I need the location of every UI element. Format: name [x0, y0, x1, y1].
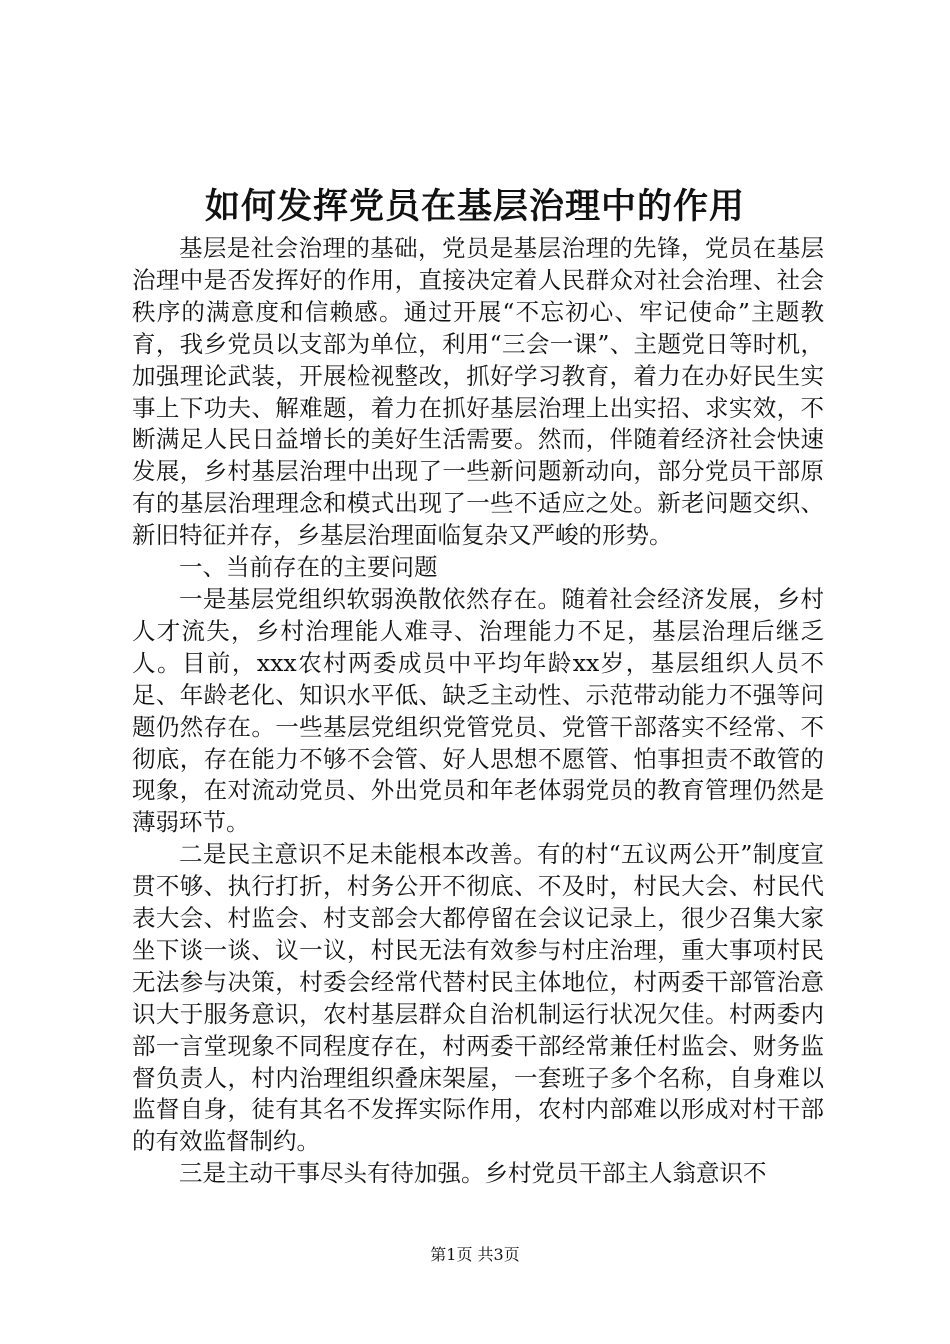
page-number-footer: 第1页 共3页 — [430, 1245, 520, 1264]
paragraph-problem-2: 二是民主意识不足未能根本改善。有的村“五议两公开”制度宣贯不够、执行打折，村务公开不彻底、不及时，村民大会、村民代表大会、村监会、村支部会大都停留在会议记录上，很少召集大家坐下谈一谈、议一议，村民无法有效参与村庄治理，重大事项村民无法参与决策，村委会经常代替村民主体地位，村两委干部管治意识大于服务意识，农村基层群众自治机制运行状况欠佳。村两委内部一言堂现象不同程度存在，村两委干部经常兼任村监会、财务监督负责人，村内治理组织叠床架屋，一套班子多个名称，自身难以监督自身，徒有其名不发挥实际作用，农村内部难以形成对村干部的有效监督制约。 — [132, 840, 824, 1156]
paragraph-problem-1: 一是基层党组织软弱涣散依然存在。随着社会经济发展，乡村人才流失，乡村治理能人难寻、治理能力不足，基层治理后继乏人。目前，xxx农村两委成员中平均年龄xx岁，基层组织人员不足、年龄老化、知识水平低、缺乏主动性、示范带动能力不强等问题仍然存在。一些基层党组织党管党员、党管干部落实不经常、不彻底，存在能力不够不会管、好人思想不愿管、怕事担责不敢管的现象，在对流动党员、外出党员和年老体弱党员的教育管理仍然是薄弱环节。 — [132, 584, 824, 837]
paragraph-problem-3: 三是主动干事尽头有待加强。乡村党员干部主人翁意识不 — [179, 1159, 767, 1188]
document-title: 如何发挥党员在基层治理中的作用 — [204, 186, 745, 227]
paragraph-intro: 基层是社会治理的基础，党员是基层治理的先锋，党员在基层治理中是否发挥好的作用，直接决定着人民群众对社会治理、社会秩序的满意度和信赖感。通过开展“不忘初心、牢记使命”主题教育，我乡党员以支部为单位，利用“三会一课”、主题党日等时机，加强理论武装，开展检视整改，抓好学习教育，着力在办好民生实事上下功夫、解难题，着力在抓好基层治理上出实招、求实效，不断满足人民日益增长的美好生活需要。然而，伴随着经济社会快速发展，乡村基层治理中出现了一些新问题新动向，部分党员干部原有的基层治理理念和模式出现了一些不适应之处。新老问题交织、新旧特征并存，乡基层治理面临复杂又严峻的形势。 — [132, 234, 824, 550]
section-heading: 一、当前存在的主要问题 — [179, 553, 438, 582]
document-body — [132, 233, 824, 1190]
